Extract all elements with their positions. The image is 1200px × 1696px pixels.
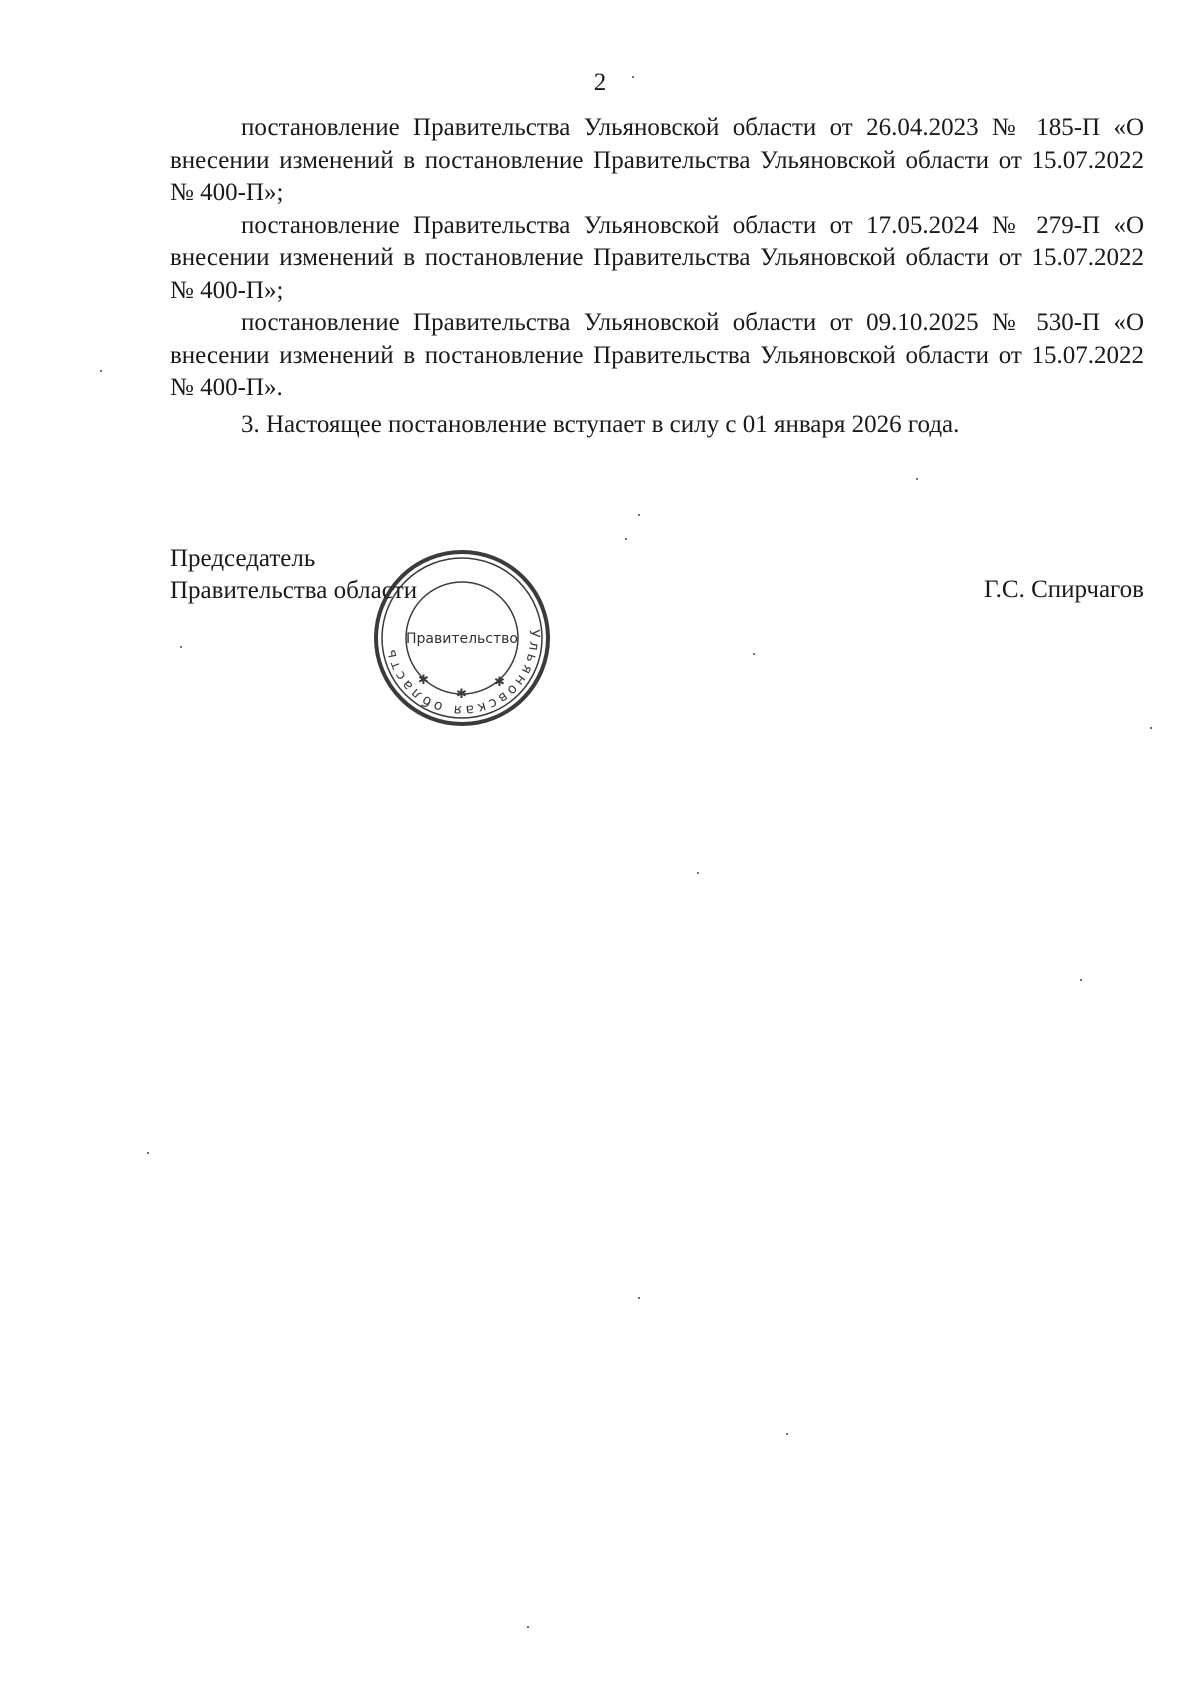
scan-speck xyxy=(100,370,102,372)
scan-speck xyxy=(753,653,755,655)
scan-speck xyxy=(1150,727,1152,729)
scan-speck xyxy=(632,76,634,78)
scan-speck xyxy=(638,1297,640,1299)
seal-star-icon: ✱ xyxy=(456,687,467,702)
scan-speck xyxy=(527,1626,529,1628)
scan-speck xyxy=(638,514,640,516)
scan-speck xyxy=(180,646,182,648)
official-seal-stamp xyxy=(372,548,552,728)
signatory-title-line-1: Председатель xyxy=(170,545,316,572)
seal-center-text: Правительство xyxy=(406,631,518,647)
amendment-paragraph-3: постановление Правительства Ульяновской области от 09.10.2025 № 530-П «О внесении изменений в постановление Правительства Ульяновской области от 15.07.2022 № 400-П». xyxy=(170,309,1144,401)
scan-speck xyxy=(625,538,627,540)
seal-star-icon: ✱ xyxy=(494,675,505,690)
scan-speck xyxy=(786,1433,788,1435)
effective-date-clause: 3. Настоящее постановление вступает в силу с 01 января 2026 года. xyxy=(241,410,960,438)
seal-ring-text: Ульяновская область xyxy=(382,629,543,719)
scan-speck xyxy=(147,1152,149,1154)
signatory-name: Г.С. Спирчагов xyxy=(984,576,1144,603)
signatory-title-line-2: Правительства области xyxy=(170,577,418,604)
page-number: 2 xyxy=(593,69,607,96)
scan-speck xyxy=(697,872,699,874)
amendment-paragraph-2: постановление Правительства Ульяновской области от 17.05.2024 № 279-П «О внесении изменений в постановление Правительства Ульяновской области от 15.07.2022 № 400-П»; xyxy=(170,211,1144,304)
scan-speck xyxy=(1080,979,1082,981)
scan-speck xyxy=(916,478,918,480)
amendment-paragraph-1: постановление Правительства Ульяновской области от 26.04.2023 № 185-П «О внесении изменений в постановление Правительства Ульяновской области от 15.07.2022 № 400-П»; xyxy=(170,114,1144,206)
seal-star-icon: ✱ xyxy=(418,673,429,688)
document-body xyxy=(170,112,1144,441)
